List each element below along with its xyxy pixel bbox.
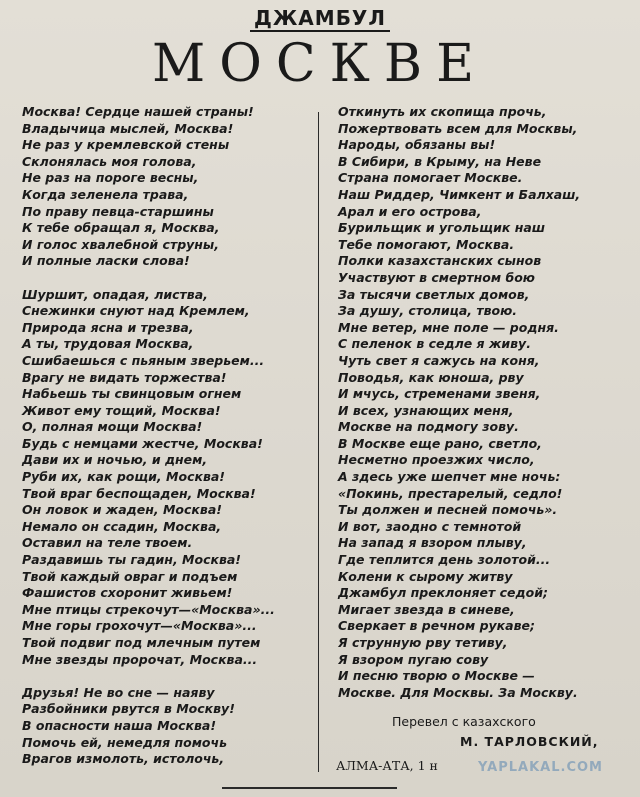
translator-credit: [380, 712, 599, 752]
poem-line: Арал и его острова,: [338, 203, 482, 219]
poem-line: Когда зеленела трава,: [22, 186, 189, 202]
poem-line: Тебе помогают, Москва.: [338, 236, 515, 252]
poem-line: Руби их, как рощи, Москва!: [22, 469, 226, 485]
poem-line: Откинуть их скопища прочь,: [338, 104, 547, 119]
poem-line: Снежинки снуют над Кремлем,: [22, 303, 250, 319]
poem-line: Твой враг беспощаден, Москва!: [22, 485, 256, 501]
poem-line: Участвуют в смертном бою: [338, 269, 535, 285]
poem-line: Где теплится день золотой...: [338, 552, 551, 568]
poem-line: Сверкает в речном рукаве;: [338, 618, 535, 634]
stanza-break: [22, 270, 307, 287]
poem-line: Разбойники рвутся в Москву!: [22, 701, 235, 717]
poem-line: Страна помогает Москве.: [338, 170, 523, 186]
poem-line: Москва! Сердце нашей страны!: [22, 104, 254, 119]
bottom-rule: [222, 787, 397, 789]
poem-line: Помочь ей, немедля помочь: [22, 734, 227, 750]
poem-line: Друзья! Не во сне — наяву: [22, 684, 215, 700]
left-column: [22, 104, 307, 768]
poem-line: Мне ветер, мне поле — родня.: [338, 319, 559, 335]
poem-title: МОСКВЕ: [151, 34, 489, 94]
poem-line: Москве на подмогу зову.: [338, 419, 519, 435]
poem-line: Я взором пугаю сову: [338, 651, 489, 667]
poem-line: Полки казахстанских сынов: [338, 253, 542, 269]
poem-line: И песню творю о Москве —: [338, 668, 535, 684]
poem-line: Поводья, как юноша, рву: [338, 369, 524, 385]
poem-line: Колени к сырому житву: [338, 568, 513, 584]
poem-line: Несметно проезжих число,: [338, 452, 535, 468]
poem-line: Твой подвиг под млечным путем: [22, 635, 261, 650]
poem-line: Дави их и ночью, и днем,: [22, 452, 208, 468]
poem-line: Бурильщик и угольщик наш: [338, 220, 546, 236]
dateline: АЛМА-АТА, 1 н: [336, 758, 438, 773]
poem-line: Раздавишь ты гадин, Москва!: [22, 552, 242, 568]
poem-line: А здесь уже шепчет мне ночь:: [338, 469, 561, 485]
poem-line: Мне горы грохочут—«Москва»...: [22, 618, 257, 634]
translator-name: М. ТАРЛОВСКИЙ,: [460, 734, 599, 749]
poem-line: И мчусь, стременами звеня,: [338, 386, 541, 402]
author-name: ДЖАМБУЛ: [250, 6, 390, 32]
poem-line: О, полная мощи Москва!: [22, 419, 203, 435]
translator-label: Перевел с казахского: [392, 714, 536, 729]
poem-line: Джамбул преклоняет седой;: [338, 585, 548, 601]
poem-line: Народы, обязаны вы!: [338, 137, 496, 153]
poem-line: Немало он ссадин, Москва,: [22, 518, 222, 534]
poem-line: Ты должен и песней помочь».: [338, 502, 558, 518]
poem-line: Я струнную рву тетиву,: [338, 635, 508, 650]
poem-line: Москве. Для Москвы. За Москву.: [338, 684, 578, 700]
poem-line: С пеленок в седле я живу.: [338, 336, 531, 352]
poem-line: Природа ясна и трезва,: [22, 319, 194, 335]
poem-line: И всех, узнающих меня,: [338, 402, 514, 418]
poem-line: Наш Риддер, Чимкент и Балхаш,: [338, 186, 581, 202]
poem-line: Чуть свет я сажусь на коня,: [338, 352, 540, 368]
poem-line: Твой каждый овраг и подъем: [22, 568, 238, 584]
poem-line: Оставил на теле твоем.: [22, 535, 193, 551]
stanza-break: [22, 668, 307, 685]
right-column: [338, 104, 628, 701]
poem-line: Фашистов схоронит живьем!: [22, 585, 233, 601]
poem-line: «Покинь, престарелый, седло!: [338, 485, 563, 501]
poem-line: И голос хвалебной струны,: [22, 236, 219, 252]
poem-line: К тебе обращал я, Москва,: [22, 220, 220, 236]
poem-line: За тысячи светлых домов,: [338, 286, 530, 302]
watermark: YAPLAKAL.COM: [478, 760, 603, 775]
poem-line: В Москве еще рано, светло,: [338, 435, 542, 451]
column-divider: [318, 112, 319, 772]
poem-line: Он ловок и жаден, Москва!: [22, 502, 222, 518]
poem-line: Врагов измолоть, истолочь,: [22, 751, 225, 767]
poem-line: Шуршит, опадая, листва,: [22, 286, 208, 302]
poem-line: Набьешь ты свинцовым огнем: [22, 386, 242, 402]
poem-line: Не раз у кремлевской стены: [22, 137, 230, 153]
poem-line: Не раз на пороге весны,: [22, 170, 199, 186]
poem-line: На запад я взором плыву,: [338, 535, 527, 551]
poem-line: Сшибаешься с пьяным зверьем...: [22, 352, 265, 368]
poem-line: Пожертвовать всем для Москвы,: [338, 120, 578, 136]
poem-line: Будь с немцами жестче, Москва!: [22, 435, 263, 451]
poem-line: Врагу не видать торжества!: [22, 369, 227, 385]
poem-line: За душу, столица, твою.: [338, 303, 518, 319]
author-heading: [0, 6, 640, 30]
poem-line: Мигает звезда в синеве,: [338, 601, 515, 617]
poem-line: Владычица мыслей, Москва!: [22, 120, 234, 136]
poem-line: В опасности наша Москва!: [22, 717, 217, 733]
poem-line: Мне птицы стрекочут—«Москва»...: [22, 601, 275, 617]
poem-line: Живот ему тощий, Москва!: [22, 402, 221, 418]
poem-line: По праву певца-старшины: [22, 203, 214, 219]
poem-line: Склонялась моя голова,: [22, 153, 197, 169]
poem-line: В Сибири, в Крыму, на Неве: [338, 153, 542, 169]
poem-line: И вот, заодно с темнотой: [338, 518, 522, 534]
poem-line: И полные ласки слова!: [22, 253, 190, 269]
poem-line: Мне звезды пророчат, Москва...: [22, 651, 258, 667]
poem-line: А ты, трудовая Москва,: [22, 336, 194, 352]
